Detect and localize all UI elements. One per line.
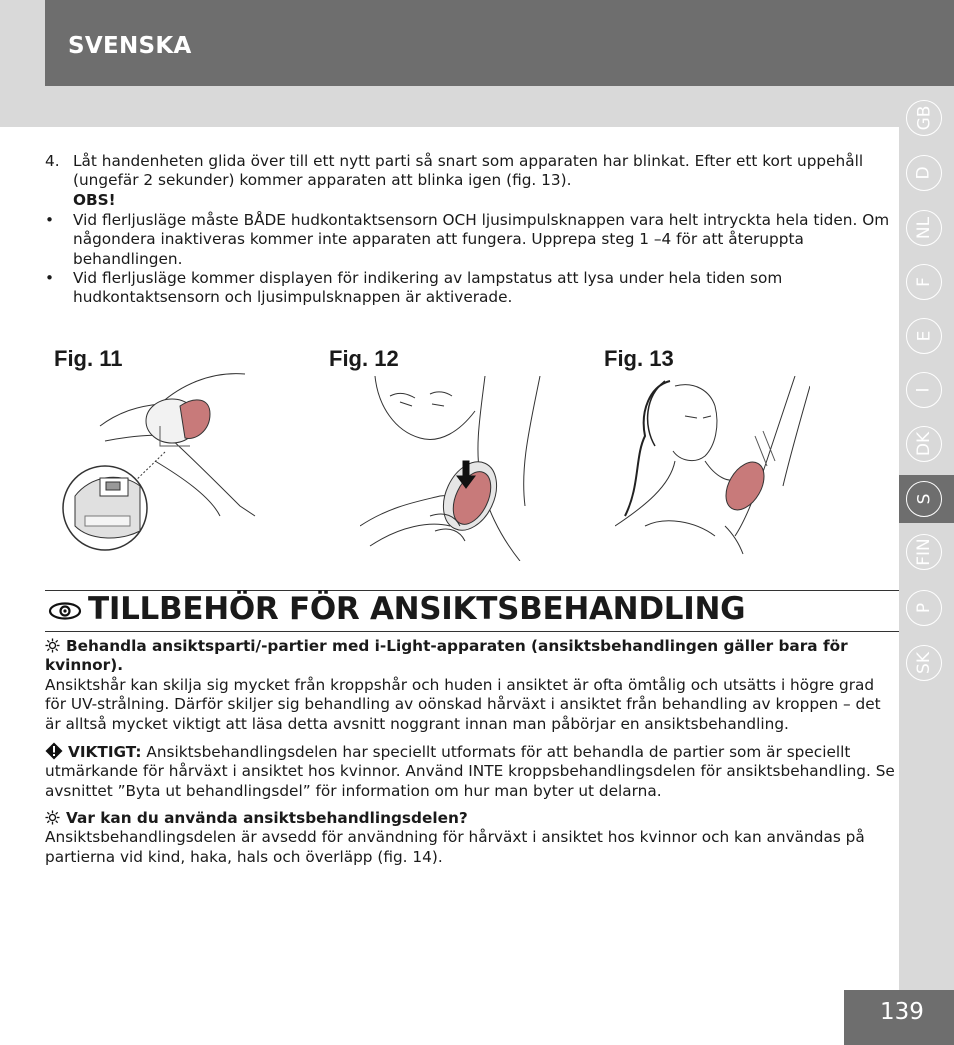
paragraph-body: Ansiktsbehandlingsdelen är avsedd för användning för hårväxt i ansiktet hos kvinnor och kan användas på partierna vid kind, haka, hals och överläpp (fig. 14). [45, 828, 865, 866]
language-tab-p[interactable] [906, 590, 942, 626]
language-tab-i[interactable] [906, 372, 942, 408]
sun-icon [45, 810, 60, 825]
paragraph-heading: Behandla ansiktsparti/-partier med i-Light-apparaten (ansiktsbehandlingen gäller bara för kvinnor). [45, 637, 848, 675]
figure-12-label: Fig. 12 [329, 346, 399, 371]
page-language-title: SVENSKA [68, 33, 192, 59]
bullet-text: Vid flerljusläge måste BÅDE hudkontaktsensorn OCH ljusimpulsknappen vara helt intryckta hela tiden. Om någondera inaktiveras kommer inte apparaten att fungera. Upprepa steg 1 –4 för att återuppta behandlingen. [73, 211, 890, 268]
language-tab-label: E [914, 330, 934, 342]
language-tab-dk[interactable] [906, 426, 942, 462]
step-4 [45, 152, 895, 210]
paragraph-heading: Var kan du använda ansiktsbehandlingsdelen? [66, 809, 468, 827]
language-tab-gb[interactable] [906, 100, 942, 136]
language-tab-s[interactable] [906, 481, 942, 517]
section-bottom-rule [45, 631, 899, 632]
language-tab-nl[interactable] [906, 210, 942, 246]
language-tab-f[interactable] [906, 264, 942, 300]
paragraph-body: Ansiktsbehandlingsdelen har speciellt utformats för att behandla de partier som är speciellt utmärkande för hårväxt i ansiktet hos kvinnor. Använd INTE kroppsbehandlingsdelen för ansiktsbehandling. Se avsnittet ”Byta ut behandlingsdel” för information om hur man byter ut delarna. [45, 743, 895, 800]
language-tab-d[interactable] [906, 155, 942, 191]
step-4-text: Låt handenheten glida över till ett nytt parti så snart som apparaten har blinkat. Efter ett kort uppehåll (ungefär 2 sekunder) kommer apparaten att blinka igen (fig. 13). [73, 152, 864, 190]
bullet-item [45, 269, 895, 308]
figure-13-label: Fig. 13 [604, 346, 674, 371]
language-tab-label: P [913, 602, 934, 614]
figure-13-illustration [615, 376, 810, 556]
paragraph-facial-intro [45, 637, 895, 734]
language-tab-label: D [914, 166, 934, 180]
paragraph-body: Ansiktshår kan skilja sig mycket från kroppshår och huden i ansiktet är ofta ömtålig och utsätts i högre grad för UV-strålning. Därför skiljer sig behandling av oönskad hårväxt i ansiktet från behandling av kroppen – det är alltså mycket viktigt att läsa detta avsnitt noggrant innan man påbörjar en ansiktsbehandling. [45, 675, 881, 733]
language-tab-label: S [913, 493, 934, 505]
section-title: TILLBEHÖR FÖR ANSIKTSBEHANDLING [88, 591, 746, 627]
bullet-marker: • [45, 211, 55, 229]
warning-icon [45, 742, 63, 760]
language-tab-label: SK [913, 652, 934, 674]
language-tab-e[interactable] [906, 318, 942, 354]
important-label: VIKTIGT: [68, 743, 142, 761]
bullet-item [45, 211, 895, 269]
paragraph-where-to-use [45, 809, 895, 867]
obs-label: OBS! [73, 190, 116, 209]
language-tab-label: NL [913, 216, 934, 240]
page-number: 139 [880, 999, 924, 1025]
figure-11-label: Fig. 11 [54, 346, 123, 371]
language-tab-label: GB [914, 105, 934, 131]
figure-11-illustration [60, 366, 260, 556]
language-tab-label: FIN [913, 538, 934, 566]
sun-icon [45, 638, 60, 653]
eye-icon [48, 602, 82, 620]
language-tab-label: I [913, 387, 934, 393]
language-tab-label: DK [914, 431, 934, 457]
step-number: 4. [45, 152, 60, 170]
language-tab-label: F [914, 277, 934, 287]
language-tab-fin[interactable] [906, 534, 942, 570]
paragraph-important [45, 742, 895, 801]
language-tab-sk[interactable] [906, 645, 942, 681]
figure-12-illustration [360, 376, 550, 561]
bullet-text: Vid flerljusläge kommer displayen för indikering av lampstatus att lysa under hela tiden som hudkontaktsensorn och ljusimpulsknappen är aktiverade. [73, 269, 783, 307]
bullet-marker: • [45, 269, 55, 287]
